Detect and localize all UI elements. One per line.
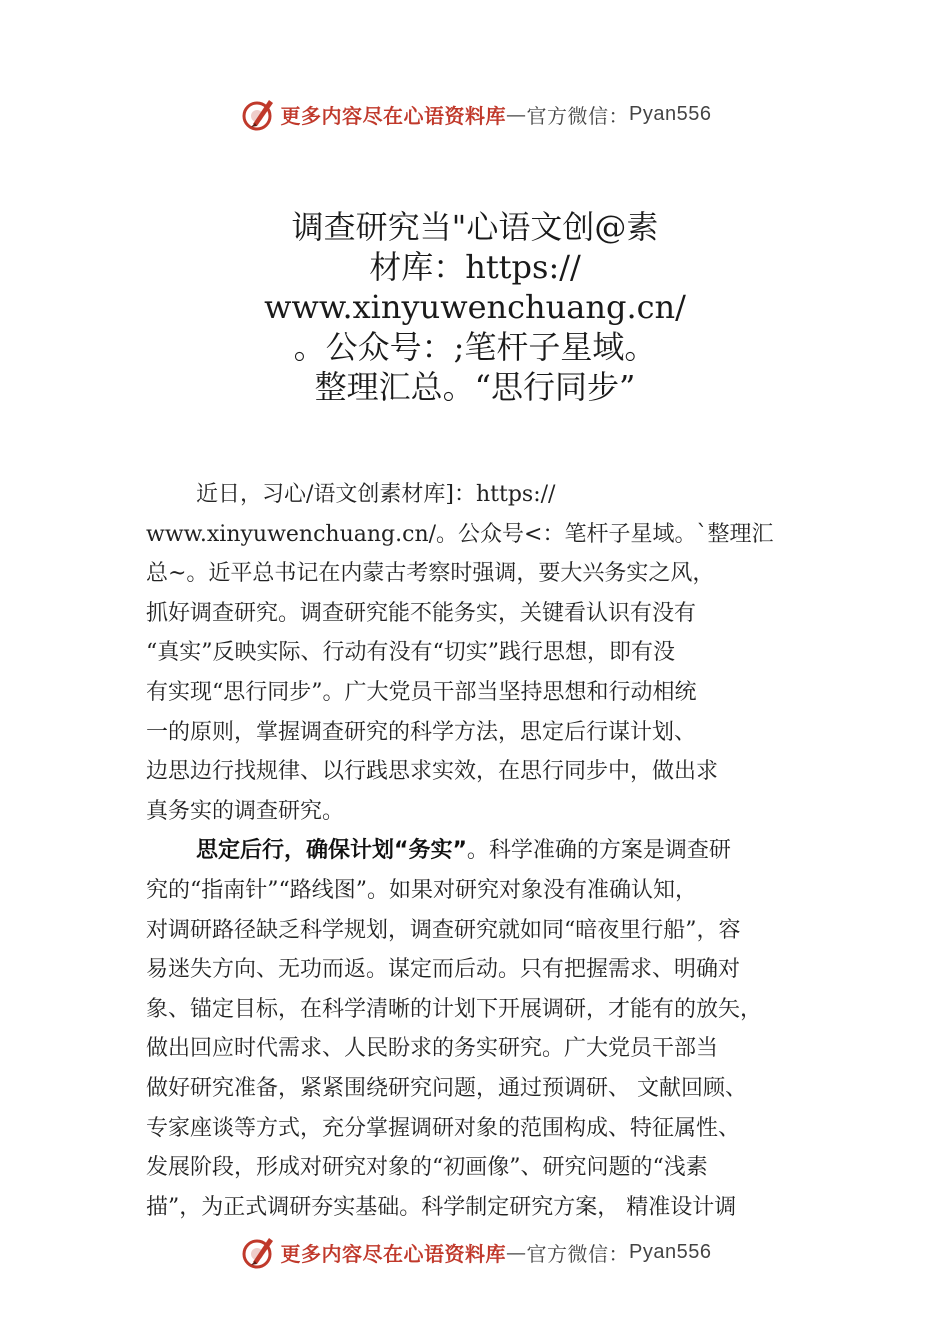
text-line xyxy=(146,831,836,871)
text-line: 真务实的调查研究。 xyxy=(146,798,345,824)
text-line: 近日，习心/语文创素材库]：https:// xyxy=(196,482,556,507)
paragraph-plan xyxy=(146,831,836,1227)
document-body xyxy=(146,475,836,1227)
banner-wechat-label: 官方微信： xyxy=(526,103,630,128)
section-heading: 思定后行，确保计划“务实” xyxy=(196,838,467,864)
text-line: 边思边行找规律、以行践思求实效，在思行同步中，做出求 xyxy=(146,759,719,785)
text-fragment: 。科学准确的方案是调查研 xyxy=(466,838,731,864)
text-line: 描”，为正式调研夯实基础。科学制定研究方案， 精准设计调 xyxy=(146,1194,737,1220)
document-title xyxy=(225,207,725,407)
text-line: 做好研究准备，紧紧围绕研究问题，通过预调研、 文献回顾、 xyxy=(146,1075,747,1101)
brush-logo-icon xyxy=(239,94,279,134)
text-line: 总~。近平总书记在内蒙古考察时强调，要大兴务实之风， xyxy=(146,561,715,587)
text-line: 有实现“思行同步”。广大党员干部当坚持思想和行动相统 xyxy=(146,679,697,705)
banner-separator: — xyxy=(506,1240,527,1264)
title-line: 调查研究当"心语文创@素 xyxy=(291,208,659,246)
banner-separator: — xyxy=(506,102,527,126)
brush-logo-icon xyxy=(239,1232,279,1272)
text-line: 一的原则，掌握调查研究的科学方法，思定后行谋计划、 xyxy=(146,719,697,745)
text-line: 发展阶段，形成对研究对象的“初画像”、研究问题的“浅素 xyxy=(146,1155,708,1181)
title-line: www.xinyuwenchuang.cn/ xyxy=(264,288,686,326)
footer-banner xyxy=(0,1230,950,1274)
text-line: 专家座谈等方式，充分掌握调研对象的范围构成、特征属性、 xyxy=(146,1115,741,1141)
text-line: 抓好调查研究。调查研究能不能务实，关键看认识有没有 xyxy=(146,600,697,626)
banner-wechat-id: Pyan556 xyxy=(629,102,712,125)
text-line: 究的“指南针”“路线图”。如果对研究对象没有准确认知， xyxy=(146,877,697,903)
banner-wechat-label: 官方微信： xyxy=(526,1241,630,1266)
text-line: 易迷失方向、无功而返。谋定而后动。只有把握需求、明确对 xyxy=(146,957,741,983)
title-line: 材库：https:// xyxy=(369,248,581,286)
banner-brand: 更多内容尽在心语资料库 xyxy=(280,1241,507,1266)
banner-wechat-id: Pyan556 xyxy=(629,1240,712,1263)
text-line: 对调研路径缺乏科学规划，调查研究就如同“暗夜里行船”，容 xyxy=(146,917,741,943)
header-banner xyxy=(0,92,950,136)
paragraph-intro xyxy=(146,475,836,831)
title-line: 。公众号：;笔杆子星域。 xyxy=(293,328,657,366)
text-line: www.xinyuwenchuang.cn/。公众号<：笔杆子星域。`整理汇 xyxy=(146,521,774,547)
text-line: “真实”反映实际、行动有没有“切实”践行思想，即有没 xyxy=(146,640,675,666)
title-line: 整理汇总。“思行同步” xyxy=(314,368,636,406)
text-line: 做出回应时代需求、人民盼求的务实研究。广大党员干部当 xyxy=(146,1036,719,1062)
banner-brand: 更多内容尽在心语资料库 xyxy=(280,103,507,128)
text-line: 象、锚定目标，在科学清晰的计划下开展调研，才能有的放矢， xyxy=(146,996,763,1022)
